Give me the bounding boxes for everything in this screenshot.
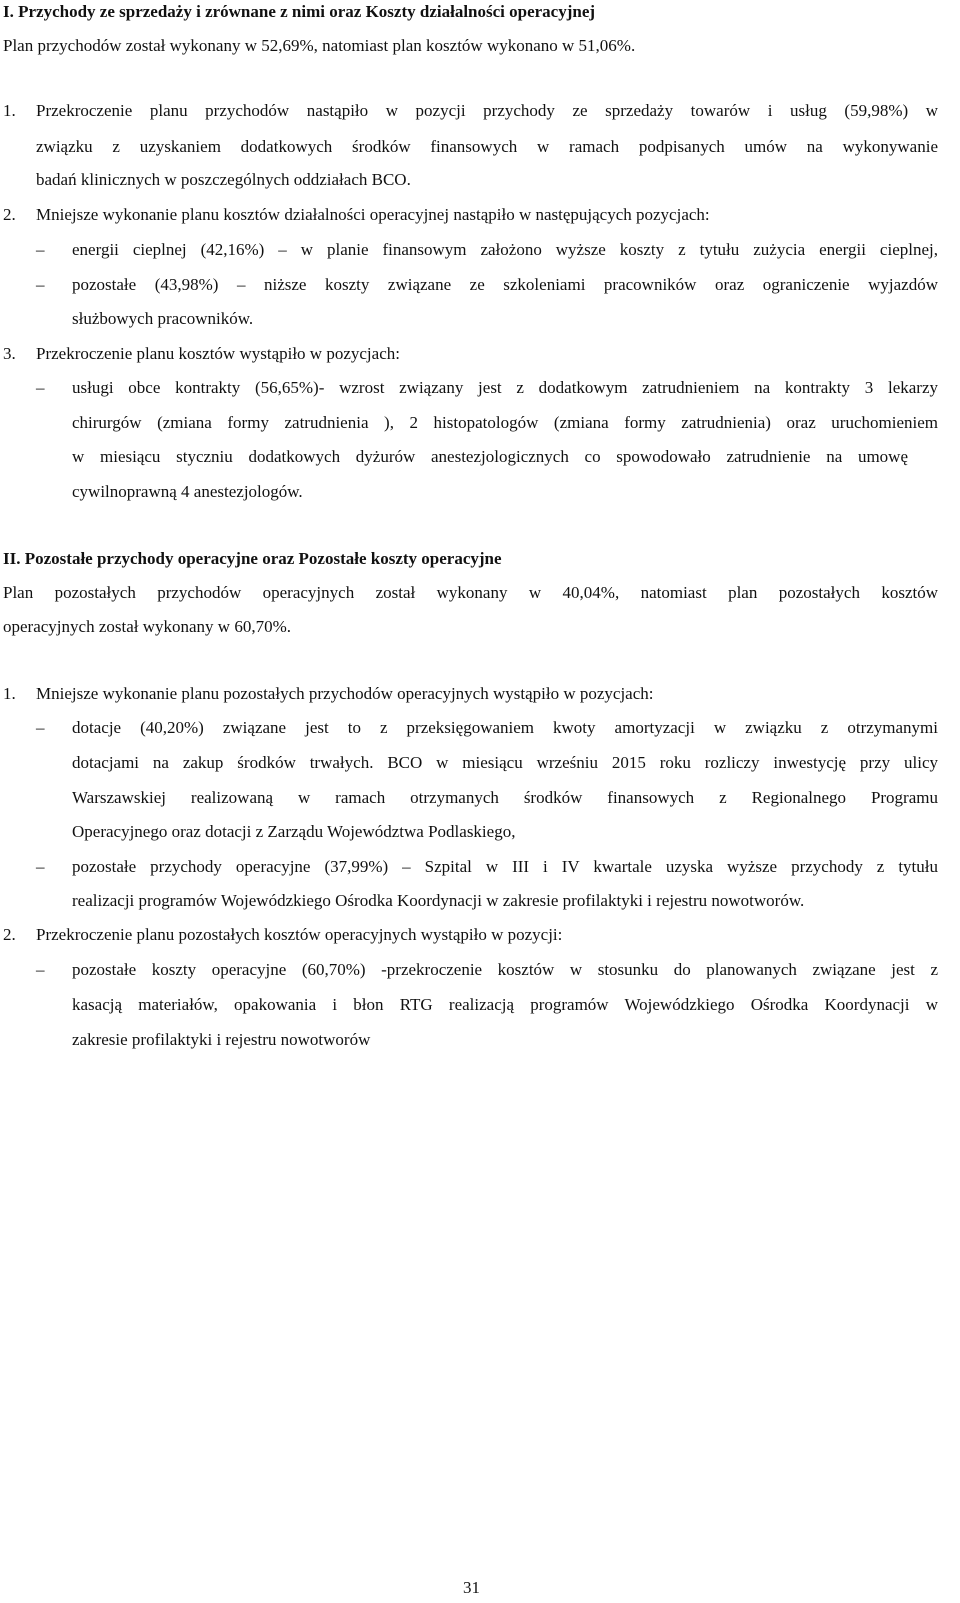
page-number: 31 xyxy=(463,1578,480,1597)
item-number: 1. xyxy=(3,684,16,703)
bullet-line: usługi obce kontrakty (56,65%)- wzrost związany jest z dodatkowym zatrudnieniem na kontrakty 3 lekarzy xyxy=(72,378,938,397)
item-intro: Mniejsze wykonanie planu kosztów działalności operacyjnej nastąpiło w następujących pozycjach: xyxy=(36,205,710,224)
bullet-line: pozostałe przychody operacyjne (37,99%) – Szpital w III i IV kwartale uzyska wyższe przychody z tytułu xyxy=(72,857,938,876)
item-intro: Przekroczenie planu kosztów wystąpiło w pozycjach: xyxy=(36,344,400,363)
section-1-heading: I. Przychody ze sprzedaży i zrównane z nimi oraz Koszty działalności operacyjnej xyxy=(3,2,596,21)
bullet-line: realizacji programów Wojewódzkiego Ośrodka Koordynacji w zakresie profilaktyki i rejestru nowotworów. xyxy=(72,891,805,910)
dash-bullet: – xyxy=(36,240,45,259)
item-number: 2. xyxy=(3,925,16,944)
bullet-line: dotacje (40,20%) związane jest to z przeksięgowaniem kwoty amortyzacji w związku z otrzymanymi xyxy=(72,718,938,737)
dash-bullet: – xyxy=(36,960,45,979)
paragraph-line: związku z uzyskaniem dodatkowych środków finansowych w ramach podpisanych umów na wykonywanie xyxy=(36,137,938,156)
dash-bullet: – xyxy=(36,378,45,397)
item-intro: Mniejsze wykonanie planu pozostałych przychodów operacyjnych wystąpiło w pozycjach: xyxy=(36,684,654,703)
section-2-heading xyxy=(3,549,502,569)
bullet-line: zakresie profilaktyki i rejestru nowotworów xyxy=(72,1030,371,1049)
bullet-line: Warszawskiej realizowaną w ramach otrzymanych środków finansowych z Regionalnego Programu xyxy=(72,788,938,807)
item-number: 1. xyxy=(3,101,16,120)
dash-bullet: – xyxy=(36,275,45,294)
item-intro: Przekroczenie planu pozostałych kosztów operacyjnych wystąpiło w pozycji: xyxy=(36,925,563,944)
item-number: 2. xyxy=(3,205,16,224)
dash-bullet: – xyxy=(36,857,45,876)
bullet-line: energii cieplnej (42,16%) – w planie finansowym założono wyższe koszty z tytułu zużycia energii cieplnej, xyxy=(72,240,938,259)
bullet-line: służbowych pracowników. xyxy=(72,309,254,328)
section-2-heading-text: Pozostałe przychody operacyjne oraz Pozostałe koszty operacyjne xyxy=(24,549,502,568)
bullet-line: dotacjami na zakup środków trwałych. BCO w miesiącu wrześniu 2015 roku rozliczy inwestycję przy ulicy xyxy=(72,753,938,772)
section-2-summary-line: Plan pozostałych przychodów operacyjnych został wykonany w 40,04%, natomiast plan pozostałych kosztów xyxy=(3,583,938,602)
paragraph-line: Przekroczenie planu przychodów nastąpiło w pozycji przychody ze sprzedaży towarów i usług (59,98%) w xyxy=(36,101,938,120)
section-2-summary-line: operacyjnych został wykonany w 60,70%. xyxy=(3,617,291,636)
bullet-line: pozostałe koszty operacyjne (60,70%) -przekroczenie kosztów w stosunku do planowanych związane jest z xyxy=(72,960,938,979)
paragraph-line: badań klinicznych w poszczególnych oddziałach BCO. xyxy=(36,170,411,189)
bullet-line: kasacją materiałów, opakowania i błon RTG realizacją programów Wojewódzkiego Ośrodka Koordynacji w xyxy=(72,995,938,1014)
bullet-line: Operacyjnego oraz dotacji z Zarządu Województwa Podlaskiego, xyxy=(72,822,516,841)
section-1-summary: Plan przychodów został wykonany w 52,69%, natomiast plan kosztów wykonano w 51,06%. xyxy=(3,36,636,55)
bullet-line: cywilnoprawną 4 anestezjologów. xyxy=(72,482,303,501)
bullet-line: chirurgów (zmiana formy zatrudnienia ), 2 histopatologów (zmiana formy zatrudnienia) oraz uruchomieniem xyxy=(72,413,938,432)
dash-bullet: – xyxy=(36,718,45,737)
section-2-heading-prefix: II. xyxy=(3,549,21,568)
bullet-line: pozostałe (43,98%) – niższe koszty związane ze szkoleniami pracowników oraz ograniczenie wyjazdów xyxy=(72,275,938,294)
item-number: 3. xyxy=(3,344,16,363)
bullet-line: w miesiącu styczniu dodatkowych dyżurów anestezjologicznych co spowodowało zatrudnienie na umowę xyxy=(72,447,908,466)
